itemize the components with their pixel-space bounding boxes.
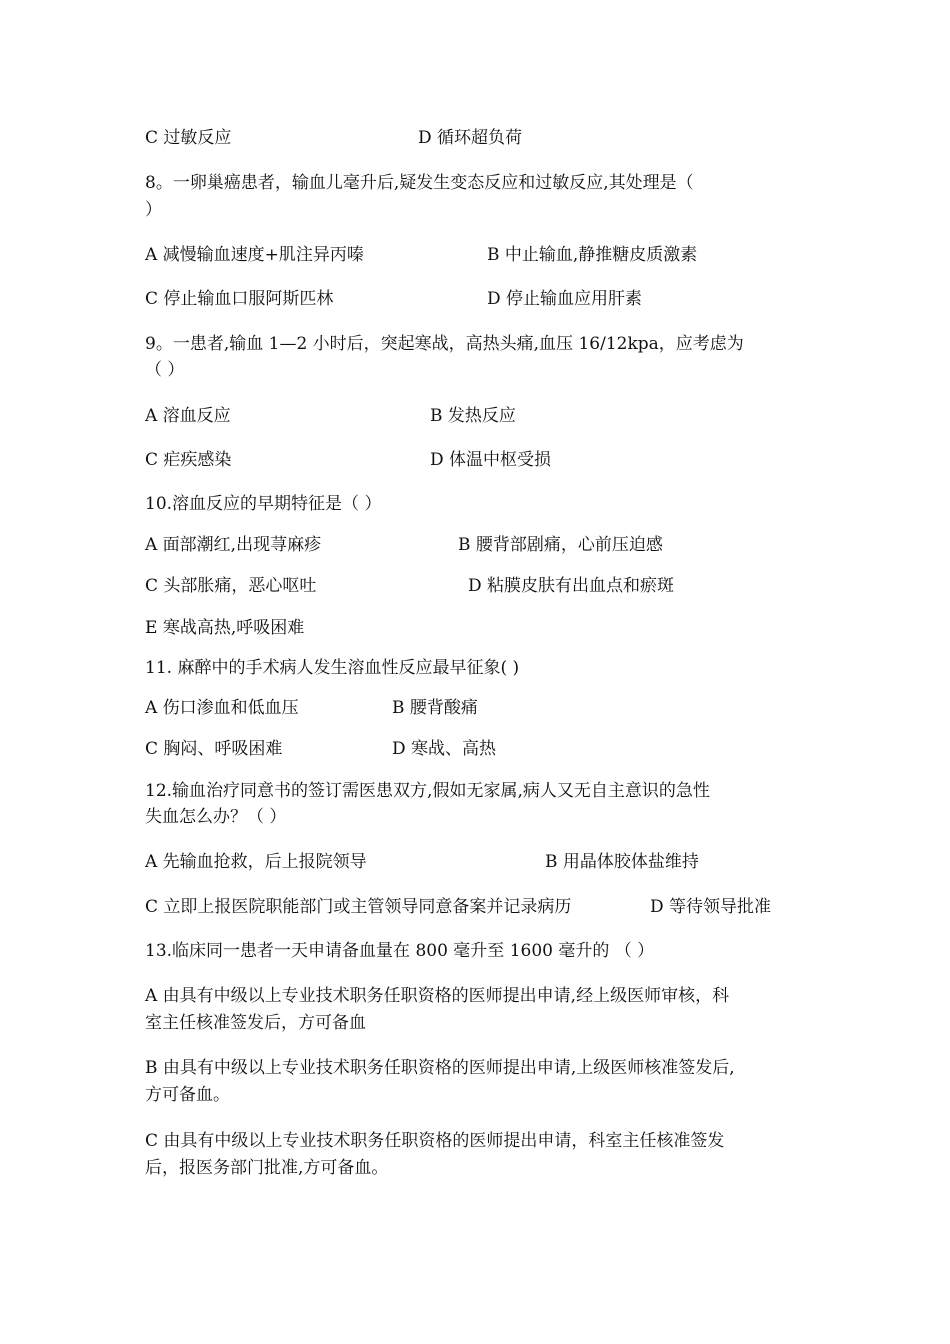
q8-option-c: C 停止输血口服阿斯匹林 bbox=[145, 289, 334, 309]
q11-option-b: B 腰背酸痛 bbox=[392, 698, 478, 718]
q7-option-d: D 循环超负荷 bbox=[418, 128, 523, 148]
q11-option-d: D 寒战、高热 bbox=[392, 739, 497, 759]
q13-option-a-continued: 室主任核准签发后，方可备血 bbox=[145, 1013, 366, 1033]
q11-stem: 11. 麻醉中的手术病人发生溶血性反应最早征象( ) bbox=[145, 658, 520, 678]
q12-stem: 12.输血治疗同意书的签订需医患双方,假如无家属,病人又无自主意识的急性 bbox=[145, 781, 710, 801]
q12-option-c: C 立即上报医院职能部门或主管领导同意备案并记录病历 bbox=[145, 897, 572, 917]
q11-option-a: A 伤口渗血和低血压 bbox=[145, 698, 299, 718]
q9-option-d: D 体温中枢受损 bbox=[430, 450, 552, 470]
q12-option-a: A 先输血抢救，后上报院领导 bbox=[145, 852, 367, 872]
q11-option-c: C 胸闷、呼吸困难 bbox=[145, 739, 283, 759]
q9-option-b: B 发热反应 bbox=[430, 406, 516, 426]
q10-option-b: B 腰背部剧痛，心前压迫感 bbox=[458, 535, 663, 555]
q8-option-a: A 减慢输血速度+肌注异丙嗪 bbox=[145, 245, 364, 265]
q9-option-c: C 疟疾感染 bbox=[145, 450, 232, 470]
q13-stem: 13.临床同一患者一天申请备血量在 800 毫升至 1600 毫升的 （ ） bbox=[145, 941, 655, 961]
q10-option-d: D 粘膜皮肤有出血点和瘀斑 bbox=[468, 576, 675, 596]
q12-option-d: D 等待领导批准 bbox=[650, 897, 772, 917]
q8-option-b: B 中止输血,静推糖皮质激素 bbox=[487, 245, 698, 265]
q10-option-a: A 面部潮红,出现荨麻疹 bbox=[145, 535, 322, 555]
q9-stem-continued: （ ） bbox=[145, 360, 185, 380]
q9-option-a: A 溶血反应 bbox=[145, 406, 231, 426]
q12-option-b: B 用晶体胶体盐维持 bbox=[545, 852, 699, 872]
q7-option-c: C 过敏反应 bbox=[145, 128, 232, 148]
q9-stem: 9。一患者,输血 1—2 小时后，突起寒战，高热头痛,血压 16/12kpa，应考虑为 bbox=[145, 334, 744, 354]
q13-option-c-continued: 后，报医务部门批准,方可备血。 bbox=[145, 1158, 389, 1178]
q10-option-c: C 头部胀痛，恶心呕吐 bbox=[145, 576, 317, 596]
q10-option-e: E 寒战高热,呼吸困难 bbox=[145, 618, 305, 638]
q8-option-d: D 停止输血应用肝素 bbox=[487, 289, 643, 309]
q13-option-a: A 由具有中级以上专业技术职务任职资格的医师提出申请,经上级医师审核，科 bbox=[145, 986, 730, 1006]
q13-option-c: C 由具有中级以上专业技术职务任职资格的医师提出申请，科室主任核准签发 bbox=[145, 1131, 725, 1151]
q8-stem: 8。一卵巢癌患者，输血儿毫升后,疑发生变态反应和过敏反应,其处理是（ bbox=[145, 173, 694, 193]
q12-stem-continued: 失血怎么办？（ ） bbox=[145, 807, 287, 827]
q8-stem-continued: ） bbox=[145, 200, 162, 220]
q13-option-b-continued: 方可备血。 bbox=[145, 1085, 230, 1105]
q10-stem: 10.溶血反应的早期特征是（ ） bbox=[145, 494, 382, 514]
q13-option-b: B 由具有中级以上专业技术职务任职资格的医师提出申请,上级医师核准签发后, bbox=[145, 1058, 735, 1078]
